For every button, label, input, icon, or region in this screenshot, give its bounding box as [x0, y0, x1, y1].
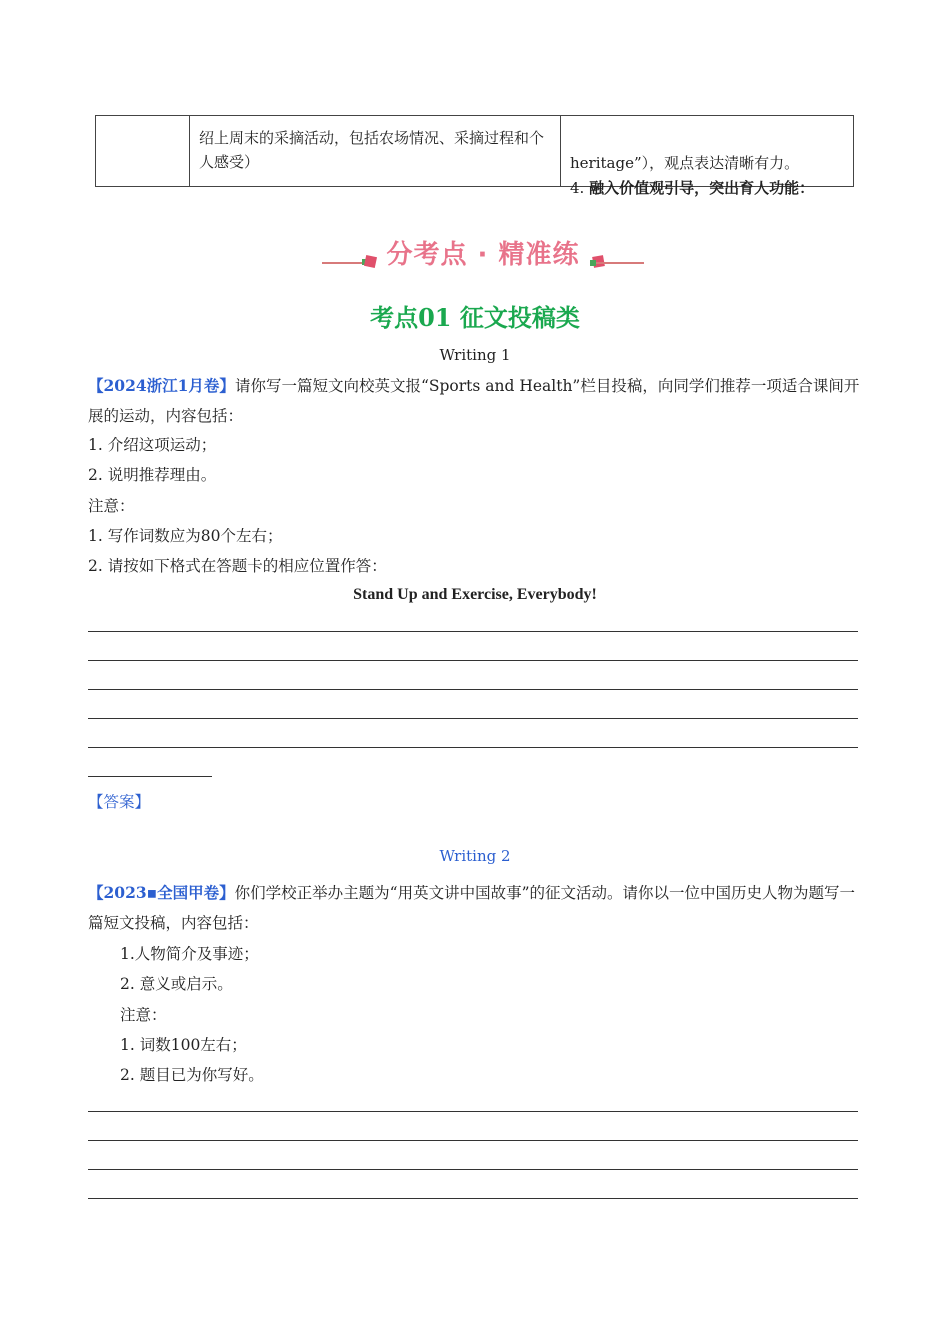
writing1-essay-title: Stand Up and Exercise, Everybody! — [353, 586, 597, 603]
answer-line — [88, 718, 858, 719]
answer-line — [88, 689, 858, 690]
table-cell-task: 绍上周末的采摘活动，包括农场情况、采摘过程和个人感受） — [189, 116, 561, 186]
banner-text: 分考点 · 精准练 — [386, 240, 580, 270]
writing1-prompt-text: 请你写一篇短文向校英文报“Sports and Health”栏目投稿，向同学们推荐一项适合课间开展的运动，内容包括： — [88, 377, 860, 425]
writing2-heading: Writing 2 — [439, 847, 511, 865]
section-banner — [322, 232, 644, 274]
answer-line-short — [88, 776, 212, 777]
writing1-note-2: 2. 请按如下格式在答题卡的相应位置作答： — [88, 557, 387, 575]
writing1-item-1: 1. 介绍这项运动； — [88, 436, 217, 454]
writing2-source-tag: 【2023▪全国甲卷】 — [88, 883, 235, 902]
answer-line — [88, 1111, 858, 1112]
writing2-note-1: 1. 词数100左右； — [120, 1036, 247, 1054]
answer-line — [88, 660, 858, 661]
requirement-line-4: 4. 融入价值观引导，突出育人功能： — [570, 179, 815, 197]
writing1-note-1: 1. 写作词数应为80个左右； — [88, 527, 283, 545]
answer-line — [88, 631, 858, 632]
section-title: 考点01 征文投稿类 — [370, 303, 580, 332]
answer-line — [88, 747, 858, 748]
banner-line-right — [596, 262, 644, 264]
writing1-source-tag: 【2024浙江1月卷】 — [88, 376, 235, 395]
writing1-heading: Writing 1 — [439, 346, 511, 364]
answer-label: 【答案】 — [88, 793, 151, 811]
writing1-item-2: 2. 说明推荐理由。 — [88, 466, 217, 484]
answer-line — [88, 1169, 858, 1170]
writing2-item-2: 2. 意义或启示。 — [120, 975, 233, 993]
table-cell-requirements — [562, 116, 853, 186]
writing2-prompt-text: 你们学校正举办主题为“用英文讲中国故事”的征文活动。请你以一位中国历史人物为题写一篇短文投稿，内容包括： — [88, 884, 856, 932]
writing2-prompt — [88, 878, 864, 938]
writing2-note-2: 2. 题目已为你写好。 — [120, 1066, 264, 1084]
banner-ornament-left — [364, 255, 377, 268]
writing2-note-label: 注意： — [120, 1006, 167, 1024]
writing1-note-label: 注意： — [88, 497, 135, 515]
writing1-prompt — [88, 371, 864, 431]
answer-line — [88, 1198, 858, 1199]
requirement-line-3: heritage”），观点表达清晰有力。 — [570, 154, 800, 172]
table-cell-empty — [96, 116, 190, 186]
writing2-item-1: 1.人物简介及事迹； — [120, 945, 259, 963]
answer-line — [88, 1140, 858, 1141]
